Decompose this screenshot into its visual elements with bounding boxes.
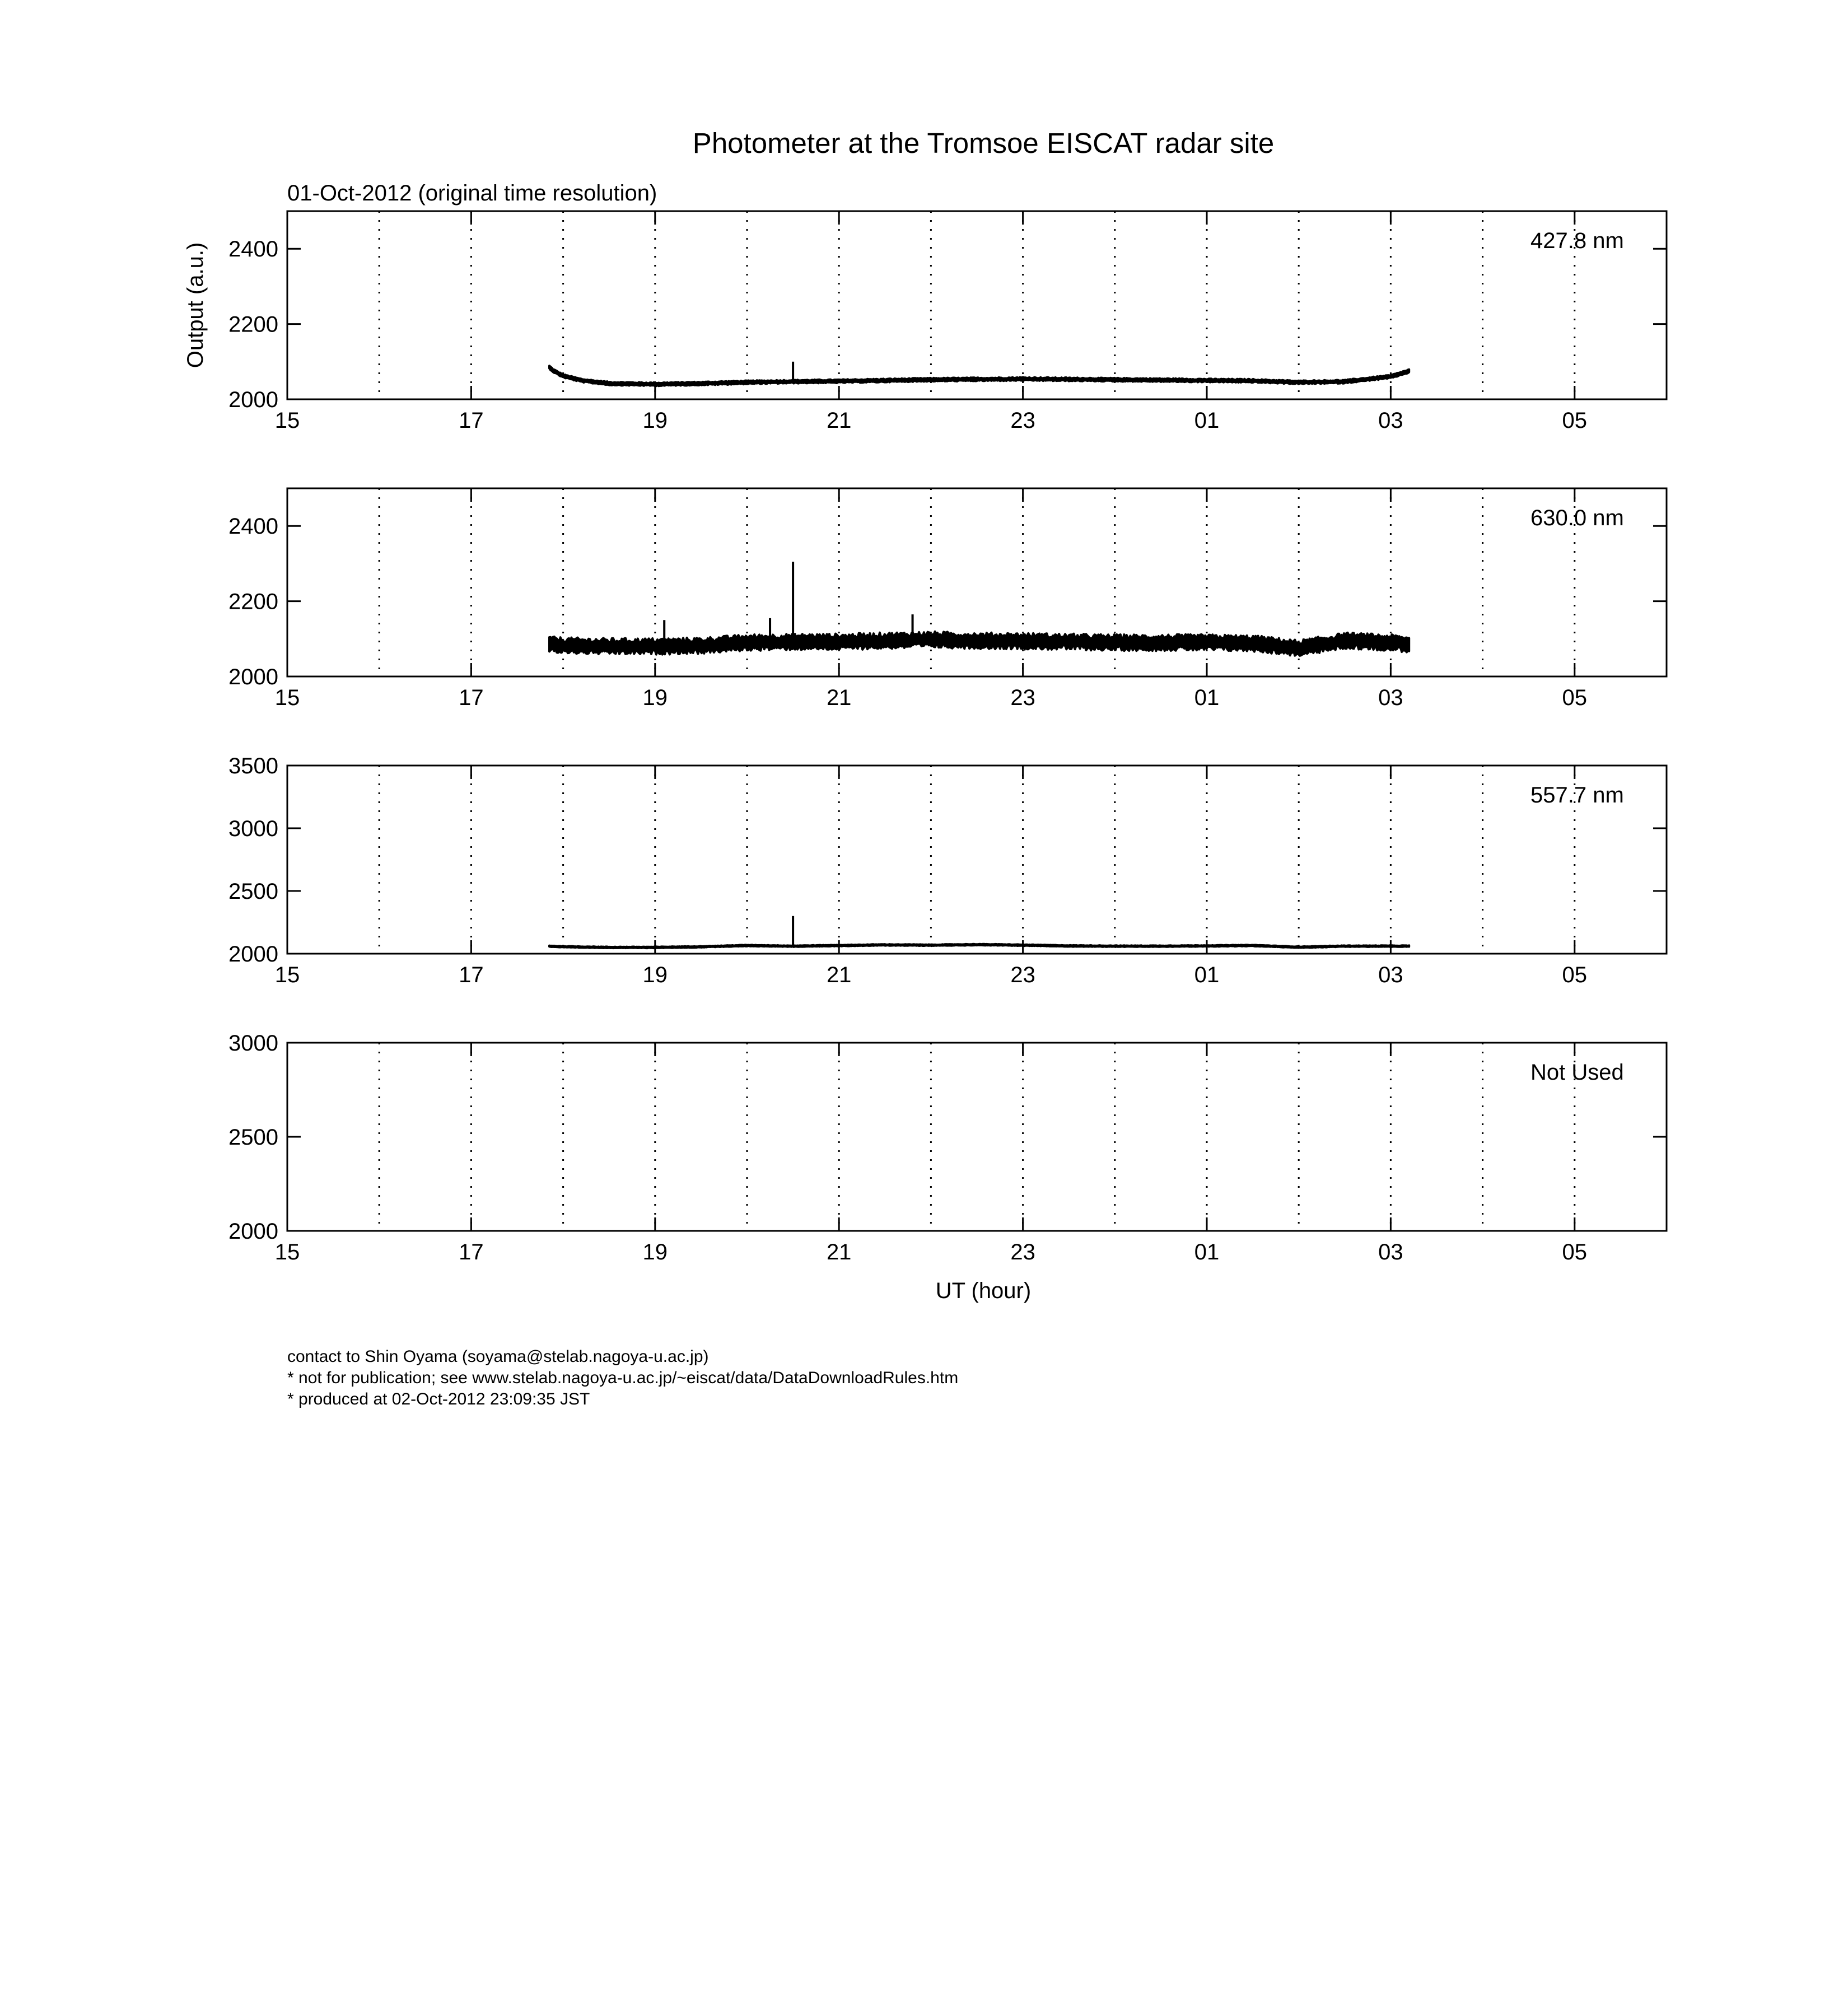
y-tick-label: 3000 <box>228 1031 278 1056</box>
x-tick-label: 15 <box>274 963 300 987</box>
x-tick-label: 17 <box>459 685 484 710</box>
x-axis-label: UT (hour) <box>935 1278 1032 1303</box>
x-tick-label: 15 <box>274 685 300 710</box>
x-tick-label: 05 <box>1562 408 1588 433</box>
y-tick-label: 2000 <box>228 388 278 412</box>
x-tick-label: 17 <box>459 1240 484 1264</box>
y-tick-label: 2200 <box>228 312 278 337</box>
channel-label: 557.7 nm <box>1530 783 1624 808</box>
x-tick-label: 03 <box>1378 1240 1403 1264</box>
x-tick-label: 01 <box>1194 408 1220 433</box>
x-tick-label: 01 <box>1194 685 1220 710</box>
x-tick-label: 19 <box>642 1240 668 1264</box>
chart-panels <box>228 211 1667 1264</box>
x-tick-label: 01 <box>1194 1240 1220 1264</box>
y-tick-label: 2200 <box>228 589 278 614</box>
y-tick-label: 2000 <box>228 1219 278 1244</box>
x-tick-label: 23 <box>1010 963 1035 987</box>
x-tick-label: 15 <box>274 408 300 433</box>
plot-frame <box>287 1043 1667 1231</box>
figure-title: Photometer at the Tromsoe EISCAT radar site <box>692 127 1275 159</box>
y-tick-label: 3000 <box>228 816 278 841</box>
chart-panel-2 <box>228 488 1667 710</box>
channel-label: Not Used <box>1530 1060 1624 1085</box>
chart-panel-1 <box>228 211 1667 433</box>
x-tick-label: 19 <box>642 963 668 987</box>
x-tick-label: 23 <box>1010 685 1035 710</box>
x-tick-label: 23 <box>1010 1240 1035 1264</box>
x-tick-label: 15 <box>274 1240 300 1264</box>
data-series-band <box>549 632 1409 656</box>
x-tick-label: 21 <box>826 1240 852 1264</box>
x-tick-label: 03 <box>1378 408 1403 433</box>
y-tick-label: 2000 <box>228 942 278 967</box>
y-tick-label: 3500 <box>228 754 278 778</box>
x-tick-label: 23 <box>1010 408 1035 433</box>
channel-label: 427.8 nm <box>1530 228 1624 253</box>
y-tick-label: 2400 <box>228 514 278 539</box>
x-tick-label: 19 <box>642 408 668 433</box>
figure-subtitle: 01-Oct-2012 (original time resolution) <box>287 181 657 206</box>
y-tick-label: 2000 <box>228 665 278 689</box>
plot-frame <box>287 766 1667 954</box>
y-tick-label: 2500 <box>228 879 278 904</box>
x-tick-label: 17 <box>459 408 484 433</box>
y-tick-label: 2500 <box>228 1125 278 1150</box>
footer-produced-at: * produced at 02-Oct-2012 23:09:35 JST <box>287 1390 590 1408</box>
y-tick-label: 2400 <box>228 237 278 262</box>
channel-label: 630.0 nm <box>1530 506 1624 530</box>
x-tick-label: 19 <box>642 685 668 710</box>
footer-publication-note: * not for publication; see www.stelab.nagoya-u.ac.jp/~eiscat/data/DataDownloadRules.htm <box>287 1369 959 1387</box>
x-tick-label: 21 <box>826 685 852 710</box>
x-tick-label: 05 <box>1562 963 1588 987</box>
data-series-band <box>549 366 1409 386</box>
x-tick-label: 03 <box>1378 685 1403 710</box>
x-tick-label: 21 <box>826 408 852 433</box>
x-tick-label: 05 <box>1562 1240 1588 1264</box>
chart-panel-3 <box>228 754 1667 987</box>
x-tick-label: 21 <box>826 963 852 987</box>
x-tick-label: 01 <box>1194 963 1220 987</box>
data-series-band <box>549 944 1409 948</box>
x-tick-label: 03 <box>1378 963 1403 987</box>
x-tick-label: 17 <box>459 963 484 987</box>
footer-contact: contact to Shin Oyama (soyama@stelab.nagoya-u.ac.jp) <box>287 1347 709 1366</box>
footer-notes <box>287 1346 958 1410</box>
chart-panel-4 <box>228 1031 1667 1264</box>
y-axis-label: Output (a.u.) <box>183 242 208 368</box>
x-tick-label: 05 <box>1562 685 1588 710</box>
plot-frame <box>287 211 1667 399</box>
